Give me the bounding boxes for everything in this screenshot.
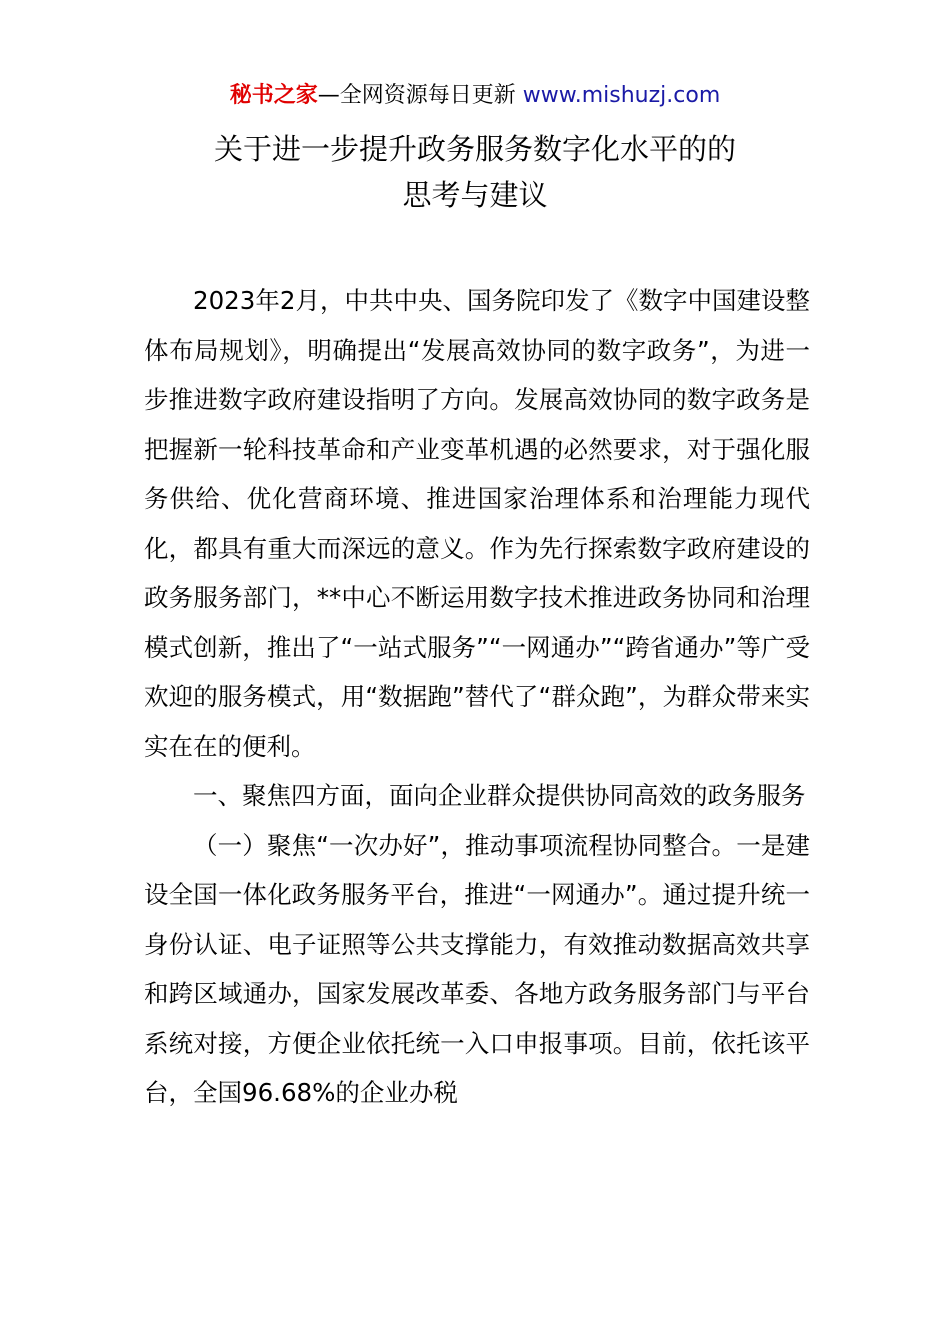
title-line-1: 关于进一步提升政务服务数字化水平的的 <box>213 132 736 166</box>
header-tagline: —全网资源每日更新 <box>317 83 523 108</box>
section-heading-1: 一、聚焦四方面，面向企业群众提供协同高效的政务服务 <box>193 781 806 810</box>
document-title <box>0 126 950 218</box>
site-header <box>0 80 950 112</box>
site-url[interactable]: www.mishuzj.com <box>522 83 721 108</box>
paragraph-intro: 2023年2月，中共中央、国务院印发了《数字中国建设整体布局规划》，明确提出“发展高效协同的数字政务”，为进一步推进数字政府建设指明了方向。发展高效协同的数字政务是把握新一轮科技革命和产业变革机遇的必然要求，对于强化服务供给、优化营商环境、推进国家治理体系和治理能力现代化，都具有重大而深远的意义。作为先行探索数字政府建设的政务服务部门，**中心不断运用数字技术推进政务协同和治理模式创新，推出了“一站式服务”“一网通办”“跨省通办”等广受欢迎的服务模式，用“数据跑”替代了“群众跑”，为群众带来实实在在的便利。 <box>144 286 810 761</box>
title-line-2: 思考与建议 <box>402 178 548 212</box>
brand-name: 秘书之家 <box>229 83 318 108</box>
document-body <box>144 276 810 1118</box>
paragraph-subsection-1: （一）聚焦“一次办好”，推动事项流程协同整合。一是建设全国一体化政务服务平台，推进“一网通办”。通过提升统一身份认证、电子证照等公共支撑能力，有效推动数据高效共享和跨区域通办，国家发展改革委、各地方政务服务部门与平台系统对接，方便企业依托统一入口申报事项。目前，依托该平台，全国96.68%的企业办税 <box>144 830 810 1107</box>
